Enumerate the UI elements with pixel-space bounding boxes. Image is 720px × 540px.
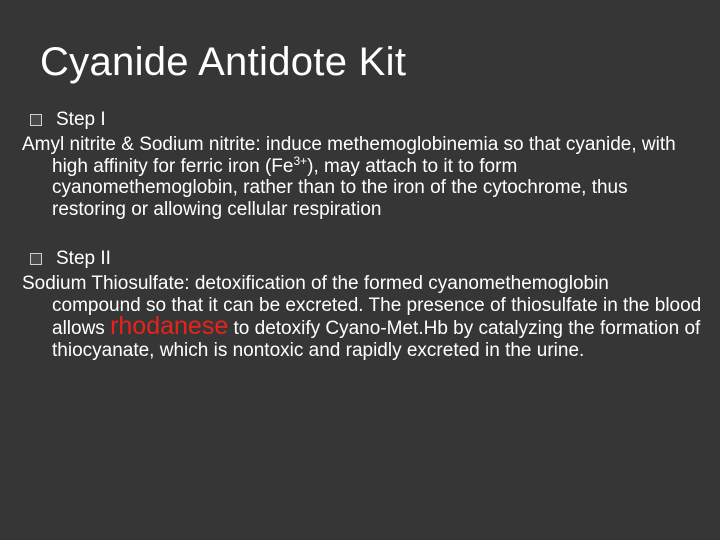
- checkbox-bullet-icon: [30, 114, 42, 126]
- step-one-text-after: ), may attach to it to form cyanomethemoglobin, rather than to the iron of the cytochrome, thus restoring or allowing cellular respiration: [52, 155, 628, 220]
- step-two-text-before: Sodium Thiosulfate: detoxification of the formed cyanomethemoglobin compound so that it can be excreted. The presence of thiosulfate in the blood allows: [22, 273, 702, 339]
- slide-title: Cyanide Antidote Kit: [40, 40, 407, 84]
- step-one-bullet-line: [30, 106, 702, 134]
- step-two: [22, 245, 702, 361]
- slide-content: [22, 106, 702, 361]
- checkbox-bullet-icon: [30, 253, 42, 265]
- step-one-text: [22, 134, 702, 220]
- step-one-text-before: Amyl nitrite & Sodium nitrite: induce methemoglobinemia so that cyanide, with high affinity for ferric iron (Fe: [22, 134, 676, 177]
- step-two-text: [22, 273, 702, 361]
- step-two-bullet-line: [30, 245, 702, 273]
- step-spacer: [22, 220, 702, 245]
- step-one-heading: Step I: [56, 109, 106, 131]
- rhodanese-highlight: rhodanese: [110, 312, 229, 340]
- step-two-heading: Step II: [56, 248, 111, 270]
- ferric-iron-charge: 3+: [293, 153, 308, 168]
- step-one: [22, 106, 702, 220]
- step-two-text-after: to detoxify Cyano-Met.Hb by catalyzing the formation of thiocyanate, which is nontoxic and rapidly excreted in the urine.: [52, 318, 701, 361]
